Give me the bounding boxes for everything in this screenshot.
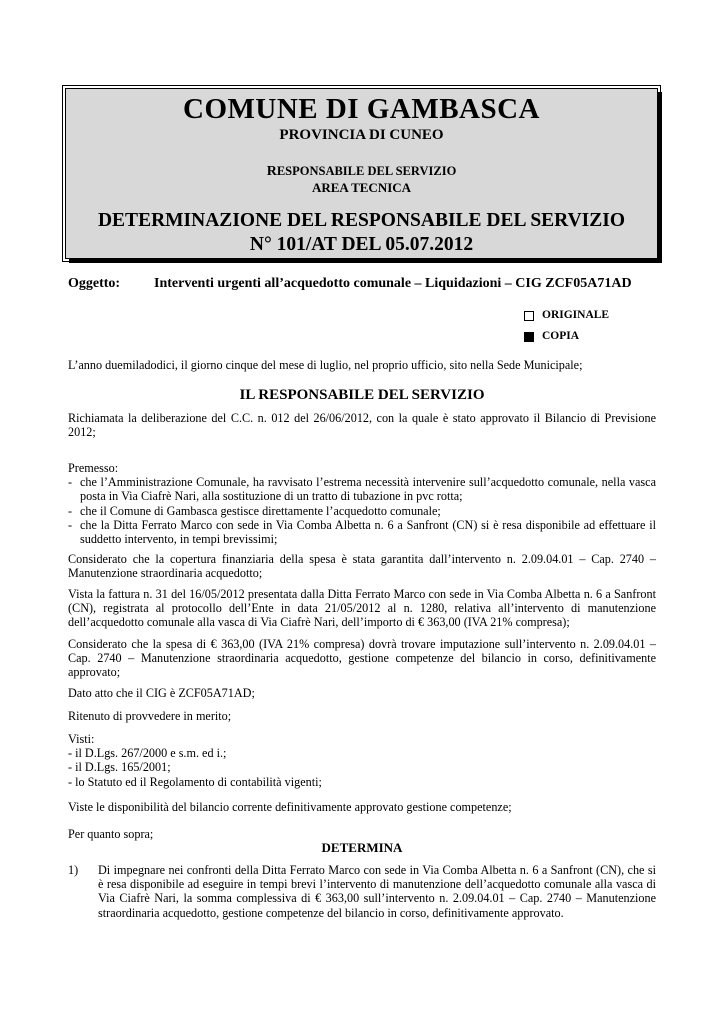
visti-label: Visti: [68,732,95,746]
determina-item-number: 1) [68,863,79,877]
determina-list [68,863,656,920]
intro-paragraph: L’anno duemiladodici, il giorno cinque del mese di luglio, nel proprio ufficio, sito nella Sede Municipale; [68,358,583,372]
considerato-paragraph-2: Considerato che la spesa di € 363,00 (IVA 21% compresa) dovrà trovare imputazione sull’intervento n. 2.09.04.01 – Cap. 2740 – Manutenzione straordinaria acquedotto, gestione competenze del bilancio in corso, definitivamente approvato; [68,637,656,680]
visti-section [68,732,656,789]
premesso-item-text: che la Ditta Ferrato Marco con sede in Via Comba Albetta n. 6 a Sanfront (CN) si è resa disponibile ad effettuare il suddetto intervento, in tempi brevissimi; [80,517,656,547]
bullet-dash: - [68,475,73,490]
bullet-dash: - [68,517,73,532]
premesso-item [68,504,656,518]
vista-paragraph: Vista la fattura n. 31 del 16/05/2012 presentata dalla Ditta Ferrato Marco con sede in Via Comba Albetta n. 6 a Sanfront (CN), registrata al protocollo dell’Ente in data 21/05/2012 al n. 1280, relativa all’intervento di manutenzione dell’acquedotto comunale alla vasca di Via Ciafrè Nari, dell’importo di € 363,00 (IVA 21% compresa); [68,587,656,630]
responsabile-heading: IL RESPONSABILE DEL SERVIZIO [239,387,485,403]
determinazione-number: N° 101/AT DEL 05.07.2012 [249,234,474,255]
premesso-item-text: che l’Amministrazione Comunale, ha ravvisato l’estrema necessità intervenire sull’acquedotto comunale, nella vasca posta in Via Ciafrè Nari, alla sostituzione di un tratto di tubazione in pvc rotta; [80,475,656,504]
determina-heading: DETERMINA [321,840,403,855]
bullet-dash: - [68,503,73,518]
visti-item: - lo Statuto ed il Regolamento di contabilità vigenti; [68,774,322,789]
oggetto-label: Oggetto: [68,276,121,291]
document-header [65,88,658,259]
considerato-paragraph-1: Considerato che la copertura finanziaria della spesa è stata garantita dall’intervento n. 2.09.04.01 – Cap. 2740 – Manutenzione straordinaria acquedotto; [68,552,656,581]
municipality-title: COMUNE DI GAMBASCA [183,93,540,125]
determina-item [68,863,656,920]
copia-label: COPIA [542,330,580,342]
richiamata-paragraph: Richiamata la deliberazione del C.C. n. 012 del 26/06/2012, con la quale è stato approvato il Bilancio di Previsione 2012; [68,411,656,440]
empty-checkbox-icon [524,311,534,321]
per-quanto-paragraph: Per quanto sopra; [68,827,154,841]
premesso-item [68,475,656,503]
premesso-label: Premesso: [68,461,119,475]
originale-label: ORIGINALE [542,309,610,321]
responsabile-rest: ESPONSABILE DEL SERVIZIO [276,164,457,178]
determinazione-title: DETERMINAZIONE DEL RESPONSABILE DEL SERVIZIO [97,210,626,231]
responsabile-initial: R [266,164,277,179]
premesso-item-text: che il Comune di Gambasca gestisce direttamente l’acquedotto comunale; [80,503,441,518]
area-label: AREA TECNICA [311,180,412,195]
filled-checkbox-icon [524,332,534,342]
oggetto-text: Interventi urgenti all’acquedotto comunale – Liquidazioni – CIG ZCF05A71AD [154,276,632,291]
premesso-section [68,461,656,546]
premesso-item [68,518,656,546]
ritenuto-paragraph: Ritenuto di provvedere in merito; [68,709,232,723]
responsabile-label [66,164,657,180]
province-name: PROVINCIA DI CUNEO [279,127,444,143]
dato-atto-paragraph: Dato atto che il CIG è ZCF05A71AD; [68,686,255,700]
viste-paragraph: Viste le disponibilità del bilancio corrente definitivamente approvato gestione competenze; [68,800,512,814]
visti-item: - il D.Lgs. 165/2001; [68,760,171,775]
visti-item: - il D.Lgs. 267/2000 e s.m. ed i.; [68,746,227,761]
determina-item-text: Di impegnare nei confronti della Ditta Ferrato Marco con sede in Via Comba Albetta n. 6 a Sanfront (CN), che si è resa disponibile ad eseguire in tempi brevi l’intervento di manutenzione dell’acquedotto comunale alla vasca di Via Ciafrè Nari, la somma complessiva di € 363,00 sull’intervento n. 2.09.04.01 – Cap. 2740 – Manutenzione straordinaria acquedotto, gestione competenze del bilancio in corso, definitivamente approvato. [98,863,656,920]
